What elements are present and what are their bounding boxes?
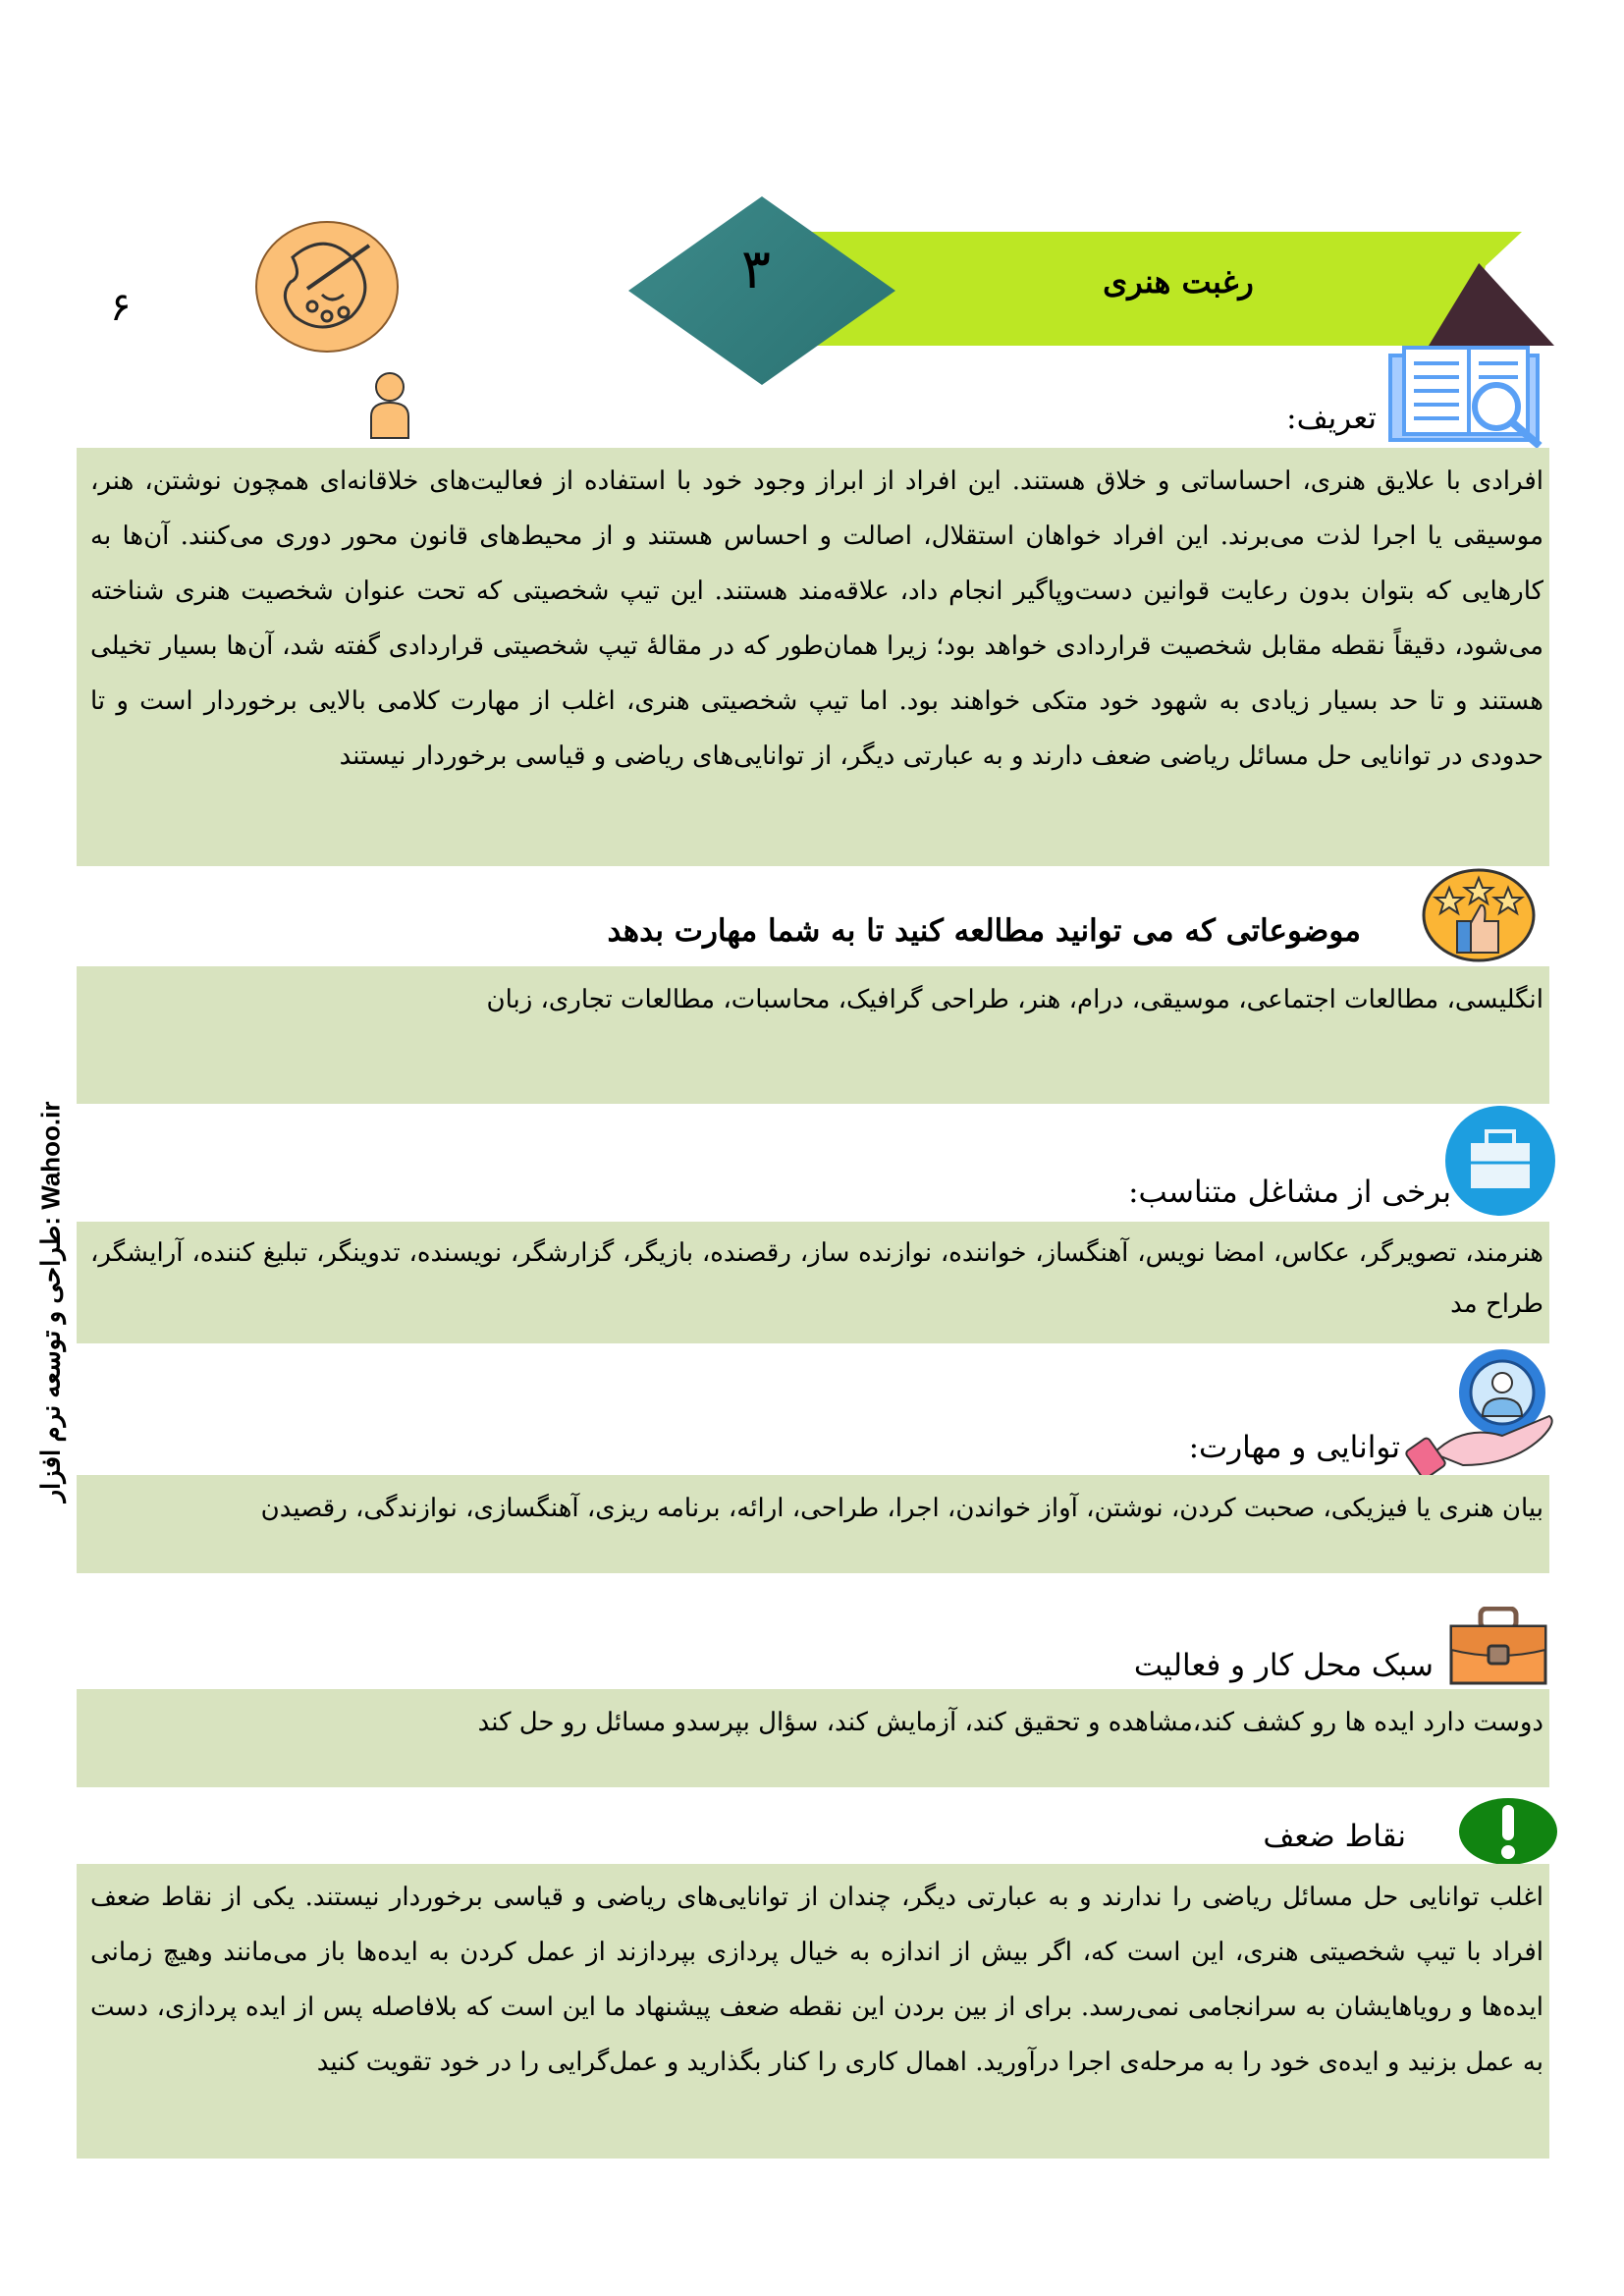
workstyle-text: دوست دارد ایده ها رو کشف کند،مشاهده و تحقیق کند، آزمایش کند، سؤال بپرسدو مسائل رو حل کند [477, 1708, 1543, 1737]
weaknesses-text: اغلب توانایی حل مسائل ریاضی را ندارند و به عبارتی دیگر، چندان از توانایی‌های ریاضی و قیاسی برخوردار نیستند. یکی از نقاط ضعف افراد با تیپ شخصیتی هنری، این است که، اگر بیش از اندازه به خیال پردازی بپردازند از عمل کردن به ایده‌ها باز می‌مانند وهیچ زمانی ایده‌ها و رویاهایشان به سرانجامی نمی‌رسد. برای از بین بردن این نقطه ضعف پیشنهاد ما این است که بلافاصله پس از ایده پردازی، دست به عمل بزنید و ایده‌ی خود را به مرحله‌ی اجرا درآورید. اهمال کاری را کنار بگذارید و عمل‌گرایی را در خود تقویت کنید [90, 1883, 1543, 2077]
workstyle-box [77, 1689, 1549, 1787]
workstyle-heading: سبک محل کار و فعالیت [1133, 1648, 1434, 1683]
person-icon [365, 369, 414, 440]
subjects-heading: موضوعاتی که می توانید مطالعه کنید تا به شما مهارت بدهد [607, 913, 1361, 949]
briefcase-icon [1447, 1607, 1549, 1687]
jobs-text: هنرمند، تصویرگر، عکاس، امضا نویس، آهنگساز، خواننده، نوازنده ساز، رقصنده، بازیگر، گزارشگر، نویسنده، تدوینگر، تبلیغ کننده، آرایشگر، طراح مد [90, 1238, 1543, 1319]
book-search-icon [1384, 346, 1557, 450]
subjects-box [77, 966, 1549, 1104]
side-credit-text: طراحی و توسعه نرم افزار: Wahoo.ir [35, 1101, 66, 1503]
subjects-text: انگلیسی، مطالعات اجتماعی، موسیقی، درام، هنر، طراحی گرافیک، محاسبات، مطالعات تجاری، زبان [486, 985, 1543, 1014]
definition-box [77, 448, 1549, 866]
definition-text: افرادی با علایق هنری، احساساتی و خلاق هستند. این افراد از ابراز وجود خود با استفاده از فعالیت‌های خلاقانه‌ای همچون نوشتن، هنر، موسیقی یا اجرا لذت می‌برند. این افراد خواهان استقلال، اصالت و احساس هستند و از محیط‌های قانون محور دوری می‌کنند. آن‌ها به کارهایی که بتوان بدون رعایت قوانین دست‌وپاگیر انجام داد، علاقه‌مند هستند. این تیپ شخصیتی که تحت عنوان شخصیت هنری شناخته می‌شود، دقیقاً نقطه مقابل شخصیت قراردادی خواهد بود؛ زیرا همان‌طور که در مقالهٔ تیپ شخصیتی قراردادی گفته شد، آن‌ها بسیار تخیلی هستند و تا حد بسیار زیادی به شهود خود متکی خواهند بود. اما تیپ شخصیتی هنری، اغلب از مهارت کلامی بالایی برخوردار است و تا حدودی در توانایی حل مسائل ریاضی ضعف دارند و به عبارتی دیگر، از توانایی‌های ریاضی و قیاسی برخوردار نیستند [90, 466, 1544, 771]
briefcase-circle-icon [1441, 1104, 1559, 1218]
side-credit [22, 1051, 81, 1561]
jobs-box [77, 1222, 1549, 1343]
jobs-heading: برخی از مشاغل متناسب: [1128, 1175, 1451, 1210]
page-number: ۶ [110, 285, 132, 330]
skills-heading: توانایی و مهارت: [1188, 1430, 1400, 1465]
weaknesses-heading: نقاط ضعف [1263, 1819, 1406, 1854]
chapter-number: ۳ [740, 238, 772, 301]
hand-gear-person-icon [1404, 1343, 1561, 1477]
weaknesses-box [77, 1864, 1549, 2159]
skills-text: بیان هنری یا فیزیکی، صحبت کردن، نوشتن، آواز خواندن، اجرا، طراحی، ارائه، برنامه ریزی، آهنگسازی، نوازندگی، رقصیدن [260, 1494, 1543, 1523]
art-palette-icon [253, 218, 401, 355]
skills-box [77, 1475, 1549, 1573]
thumbs-up-stars-icon [1420, 866, 1538, 964]
page-title: رغبت هنری [1103, 263, 1254, 301]
exclamation-icon [1457, 1797, 1559, 1866]
definition-heading: تعریف: [1286, 401, 1377, 436]
